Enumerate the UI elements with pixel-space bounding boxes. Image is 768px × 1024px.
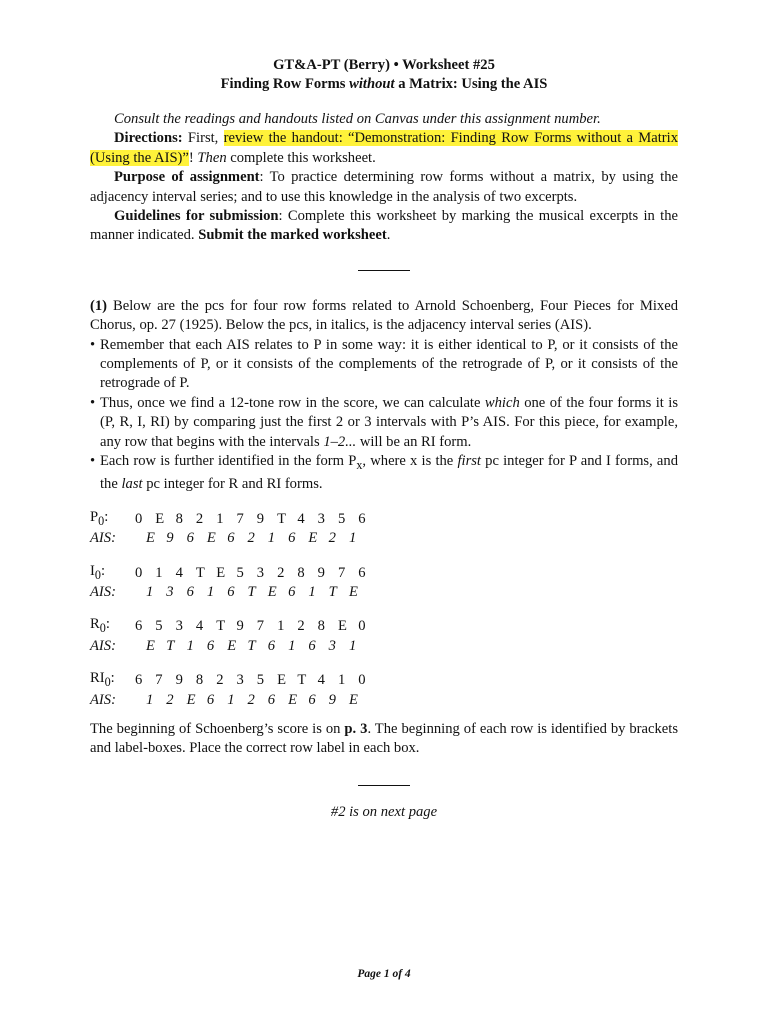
pc-value: 5 — [236, 564, 244, 581]
bullet-text: pc integer for R and RI forms. — [142, 476, 323, 493]
pc-value: 2 — [297, 618, 305, 635]
pc-value: 6 — [135, 618, 143, 635]
guidelines-text: : Complete this worksheet by marking the musical excerpts in the manner indicated. — [90, 208, 678, 244]
pc-value: 0 — [358, 618, 366, 635]
bullet-text: will be an RI form. — [356, 433, 472, 450]
pc-value: 8 — [175, 510, 183, 527]
bullet-subscript: x — [356, 458, 363, 472]
ais-value: 2 — [328, 530, 336, 547]
pc-row — [90, 510, 678, 529]
pc-value: 2 — [216, 672, 224, 689]
pc-value: 5 — [337, 510, 346, 527]
ais-value: 3 — [328, 637, 336, 654]
pc-value: 0 — [135, 564, 143, 581]
bullet-list — [90, 336, 678, 495]
bullet-text: Remember that each AIS relates to P in some way: it is either identical to P, or it consists of the complements of P, or it consists of the complements of the retrograde of P, or it consists of the retrograde of P. — [100, 336, 678, 392]
worksheet-title — [90, 56, 678, 94]
guidelines-bold: Submit the marked worksheet — [198, 227, 387, 244]
ais-value: T — [247, 583, 256, 600]
directions-highlight: review the handout: “Demonstration: Finding Row Forms without a Matrix (Using the AIS)” — [90, 130, 678, 166]
ais-row — [90, 529, 678, 548]
ais-label: AIS: — [90, 637, 116, 654]
ais-value: E — [206, 530, 216, 547]
consult-text: Consult the readings and handouts listed on Canvas under this assignment number. — [114, 111, 601, 127]
title-part: a Matrix: Using the AIS — [394, 76, 548, 92]
pc-value: 9 — [175, 672, 183, 689]
ais-value: E — [146, 637, 155, 654]
row-label: $RI_0$: — [90, 670, 115, 690]
bullet-text: Each row is further identified in the form P — [100, 453, 357, 470]
row-label: $I_0$: — [90, 562, 106, 582]
pc-value: 6 — [358, 564, 366, 581]
title-emphasis: without — [349, 76, 395, 92]
ais-value: 6 — [288, 583, 296, 600]
ais-value: 6 — [227, 530, 235, 547]
directions — [90, 129, 678, 168]
pc-value: 1 — [216, 510, 224, 527]
ais-value: E — [186, 691, 196, 708]
pc-value: 6 — [135, 672, 143, 689]
ais-value: 1 — [186, 637, 194, 654]
row-label: $P_0$: — [90, 508, 109, 528]
pc-value: 1 — [337, 672, 346, 689]
pc-row — [90, 617, 678, 636]
pc-value: E — [216, 564, 226, 581]
pc-value: 9 — [236, 618, 244, 635]
next-page-note: #2 is on next page — [330, 803, 438, 820]
ais-value: 2 — [247, 691, 255, 708]
ais-value: 1 — [288, 637, 296, 654]
pc-value: 4 — [195, 618, 204, 635]
ais-value: 2 — [247, 530, 255, 547]
pc-value: 5 — [256, 672, 265, 689]
pc-value: 6 — [358, 510, 366, 527]
guidelines-label: Guidelines for submission — [114, 208, 279, 225]
row-label: $R_0$: — [90, 616, 110, 636]
ais-value: E — [288, 691, 297, 708]
pc-value: 1 — [277, 618, 285, 635]
ais-value: 6 — [227, 583, 235, 600]
pc-value: 7 — [236, 510, 244, 527]
row-forms — [90, 510, 678, 710]
row-label-subscript: 0 — [94, 567, 101, 582]
pc-value: 4 — [297, 510, 305, 527]
ais-value: 1 — [146, 691, 154, 708]
ais-value: E — [308, 530, 318, 547]
ais-value: 1 — [267, 530, 276, 547]
ais-value: 6 — [288, 530, 296, 547]
guidelines — [90, 207, 678, 246]
ais-value: 1 — [206, 583, 215, 600]
directions-label: Directions: — [114, 130, 183, 147]
directions-text: complete this worksheet. — [226, 149, 376, 166]
pc-value: T — [297, 672, 307, 689]
page-footer: Page 1 of 4 — [357, 968, 411, 980]
ais-value: T — [166, 637, 175, 654]
ais-value: 6 — [186, 530, 194, 547]
row-label-subscript: 0 — [104, 675, 111, 690]
bullet-text: , where x is the — [362, 453, 458, 470]
bullet-emphasis: last — [121, 476, 143, 493]
ais-value: 9 — [166, 530, 174, 547]
ais-value: 1 — [227, 691, 235, 708]
pc-value: T — [195, 564, 205, 581]
ais-value: 1 — [348, 637, 357, 654]
ais-value: E — [348, 583, 358, 600]
guidelines-text: . — [386, 227, 391, 244]
pc-value: 1 — [155, 564, 163, 581]
bullet-text: one of the four forms it is (P, R, I, RI) by comparing just the first 2 or 3 intervals with P’s AIS. For this piece, for example, any row that begins with the intervals — [100, 394, 679, 450]
consult-note — [90, 110, 678, 129]
ais-value: 9 — [328, 691, 336, 708]
row-label-name: RI — [90, 670, 105, 687]
pc-value: 3 — [236, 672, 244, 689]
row-label-subscript: 0 — [99, 621, 106, 636]
pc-value: 0 — [358, 672, 366, 689]
ais-value: T — [328, 583, 337, 600]
pc-value: 2 — [277, 564, 285, 581]
pc-value: 7 — [337, 564, 346, 581]
directions-text: First, — [182, 130, 224, 147]
ais-value: E — [146, 530, 155, 547]
pc-value: 4 — [317, 672, 325, 689]
closing-instructions — [90, 720, 678, 759]
pc-value: 0 — [135, 510, 143, 527]
pc-value: T — [277, 510, 286, 527]
pc-value: T — [216, 618, 226, 635]
pc-value: 3 — [175, 618, 183, 635]
row-form — [90, 617, 678, 656]
pc-value: E — [277, 672, 286, 689]
pc-value: 8 — [317, 618, 325, 635]
pc-value: 9 — [256, 510, 265, 527]
title-line-2 — [90, 75, 678, 94]
pc-value: 7 — [256, 618, 265, 635]
bullet-emphasis: which — [484, 394, 520, 411]
bullet-text: pc integer for P and I forms, and the — [100, 453, 679, 493]
ais-value: 6 — [267, 637, 276, 654]
ais-value: 6 — [206, 691, 215, 708]
row-form — [90, 510, 678, 549]
ais-value: E — [267, 583, 277, 600]
purpose-text: : To practice determining row forms without a matrix, by using the adjacency interval series; and to use this knowledge in the analysis of two excerpts. — [90, 169, 678, 205]
pc-value: 4 — [175, 564, 183, 581]
ais-label: AIS: — [90, 530, 116, 547]
pc-value: 8 — [297, 564, 305, 581]
pc-value: E — [155, 510, 165, 527]
ais-value: 6 — [186, 583, 194, 600]
ais-value: 1 — [146, 583, 154, 600]
pc-row — [90, 564, 678, 583]
pc-value: 7 — [155, 672, 163, 689]
pc-value: 9 — [317, 564, 325, 581]
title-line-1: GT&A-PT (Berry) • Worksheet #25 — [273, 57, 495, 73]
ais-value: 6 — [206, 637, 215, 654]
directions-text: ! — [188, 149, 198, 166]
row-label-name: R — [90, 616, 100, 633]
purpose-label: Purpose of assignment — [114, 169, 260, 186]
bullet-item — [90, 394, 678, 452]
question-text: Below are the pcs for four row forms related to Arnold Schoenberg, Four Pieces for Mixed Chorus, op. 27 (1925). Below the pcs, in italics, is the adjacency interval series (AIS). — [90, 297, 678, 334]
bullet-emphasis: first — [457, 453, 481, 470]
row-form — [90, 671, 678, 710]
title-part: Finding Row Forms — [220, 76, 350, 92]
ais-value: 1 — [308, 583, 316, 600]
ais-value: 1 — [348, 530, 357, 547]
question-number: (1) — [90, 297, 108, 314]
bullet-text: Thus, once we find a 12-tone row in the score, we can calculate — [100, 394, 485, 411]
bullet-emphasis: 1–2... — [323, 433, 357, 450]
ais-value: 6 — [308, 691, 316, 708]
pc-row — [90, 671, 678, 690]
ais-row — [90, 637, 678, 656]
row-label-name: I — [90, 562, 95, 579]
pc-value: 8 — [195, 672, 204, 689]
bullet-item — [90, 452, 678, 495]
row-label-subscript: 0 — [98, 513, 105, 528]
pc-value: 5 — [155, 618, 163, 635]
pc-value: E — [337, 618, 347, 635]
ais-value: T — [247, 637, 256, 654]
ais-label: AIS: — [90, 691, 116, 708]
pc-value: 3 — [317, 510, 325, 527]
closing-bold: p. 3 — [344, 720, 368, 737]
closing-text: The beginning of Schoenberg’s score is on — [90, 720, 345, 737]
pc-value: 3 — [256, 564, 265, 581]
row-form — [90, 564, 678, 603]
ais-value: 6 — [267, 691, 276, 708]
pc-value: 2 — [195, 510, 204, 527]
ais-row — [90, 691, 678, 710]
purpose — [90, 168, 678, 207]
worksheet-page — [90, 56, 678, 821]
closing-text: . The beginning of each row is identified by brackets and label-boxes. Place the correct row label in each box. — [90, 720, 678, 757]
ais-value: 3 — [166, 583, 174, 600]
ais-value: 2 — [166, 691, 174, 708]
ais-value: E — [227, 637, 237, 654]
question-1 — [90, 297, 678, 336]
directions-then: Then — [197, 149, 227, 166]
ais-label: AIS: — [90, 583, 116, 600]
ais-value: 6 — [308, 637, 316, 654]
ais-row — [90, 583, 678, 602]
row-label-name: P — [90, 508, 99, 525]
ais-value: E — [348, 691, 358, 708]
bullet-item — [90, 336, 678, 394]
